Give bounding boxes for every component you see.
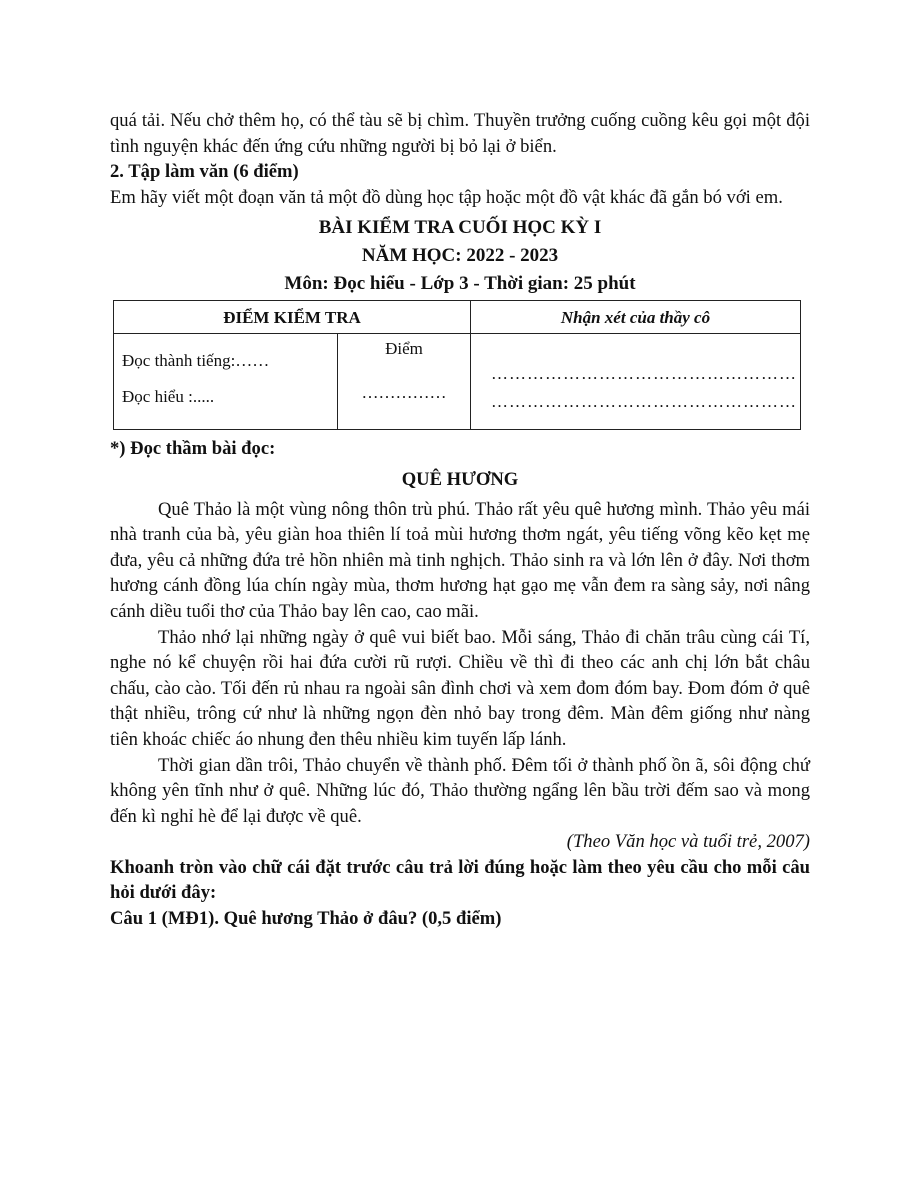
score-label: Điểm [385, 339, 423, 359]
story-paragraph-1: Quê Thảo là một vùng nông thôn trù phú. Thảo rất yêu quê hương mình. Thảo yêu mái nhà tranh của bà, yêu giàn hoa thiên lí toả mùi hương thơm ngát, yêu tiếng võng kẽo kẹt mẹ đưa, yêu cả những đứa trẻ hồn nhiên mà tinh nghịch. Thảo sinh ra và lớn lên ở đây. Nơi thơm hương cánh đồng lúa chín ngày mùa, thơm hương hạt gạo mẹ vẫn đem ra sàng sảy, nơi nâng cánh diều tuổi thơ của Thảo bay lên cao, cao mãi. [110, 498, 810, 622]
exam-subject: Môn: Đọc hiểu - Lớp 3 - Thời gian: 25 phút [284, 273, 636, 295]
questions-instruction: Khoanh tròn vào chữ cái đặt trước câu trả lời đúng hoặc làm theo yêu cầu cho mỗi câu hỏi dưới đây: [110, 856, 810, 904]
story-paragraph-2: Thảo nhớ lại những ngày ở quê vui biết bao. Mỗi sáng, Thảo đi chăn trâu cùng cái Tí, nghe nó kể chuyện rồi hai đứa cười rũ rượi. Chiều về thì đi theo các anh chị lớn bắt châu chấu, cào cào. Tối đến rủ nhau ra ngoài sân đình chơi và xem đom đóm bay. Đom đóm ở quê thật nhiều, trông cứ như là những ngọn đèn nhỏ bay trong đêm. Màn đêm giống như nàng tiên khoác chiếc áo nhung đen thêu nhiều kim tuyến lấp lánh. [110, 626, 810, 750]
score-table [113, 300, 801, 430]
reading-instruction: *) Đọc thầm bài đọc: [110, 438, 276, 460]
score-field[interactable]: …………… [361, 382, 447, 402]
writing-heading: 2. Tập làm văn (6 điểm) [110, 161, 299, 183]
total-score-cell [338, 334, 471, 430]
comment-cell [471, 334, 801, 430]
comment-line-1[interactable]: …………………………………………… [491, 364, 797, 384]
comment-header: Nhận xét của thầy cô [471, 301, 801, 334]
score-header: ĐIỂM KIỂM TRA [114, 301, 471, 334]
reading-scores-cell [114, 334, 338, 430]
exam-page [110, 108, 810, 932]
exam-title: BÀI KIỂM TRA CUỐI HỌC KỲ I [318, 217, 602, 239]
writing-prompt: Em hãy viết một đoạn văn tả một đồ dùng học tập hoặc một đồ vật khác đã gắn bó với em. [110, 186, 783, 208]
reading-comprehension-field[interactable]: Đọc hiểu :..... [122, 387, 215, 407]
reading-aloud-field[interactable]: Đọc thành tiếng:…… [122, 351, 270, 371]
story-title: QUÊ HƯƠNG [401, 468, 519, 490]
exam-year: NĂM HỌC: 2022 - 2023 [361, 245, 559, 267]
comment-line-2[interactable]: …………………………………………… [491, 392, 797, 412]
previous-story-ending: quá tải. Nếu chở thêm họ, có thể tàu sẽ bị chìm. Thuyền trưởng cuống cuồng kêu gọi một đội tình nguyện khác đến ứng cứu những người bị bỏ lại ở biển. [110, 110, 810, 157]
question-1: Câu 1 (MĐ1). Quê hương Thảo ở đâu? (0,5 điểm) [110, 908, 502, 930]
story-source: (Theo Văn học và tuổi trẻ, 2007) [566, 831, 810, 853]
story-paragraph-3: Thời gian dần trôi, Thảo chuyển về thành phố. Đêm tối ở thành phố ồn ã, sôi động chứ không yên tĩnh như ở quê. Những lúc đó, Thảo thường ngẩng lên bầu trời đếm sao và mong đến kì nghỉ hè để lại được về quê. [110, 754, 810, 827]
